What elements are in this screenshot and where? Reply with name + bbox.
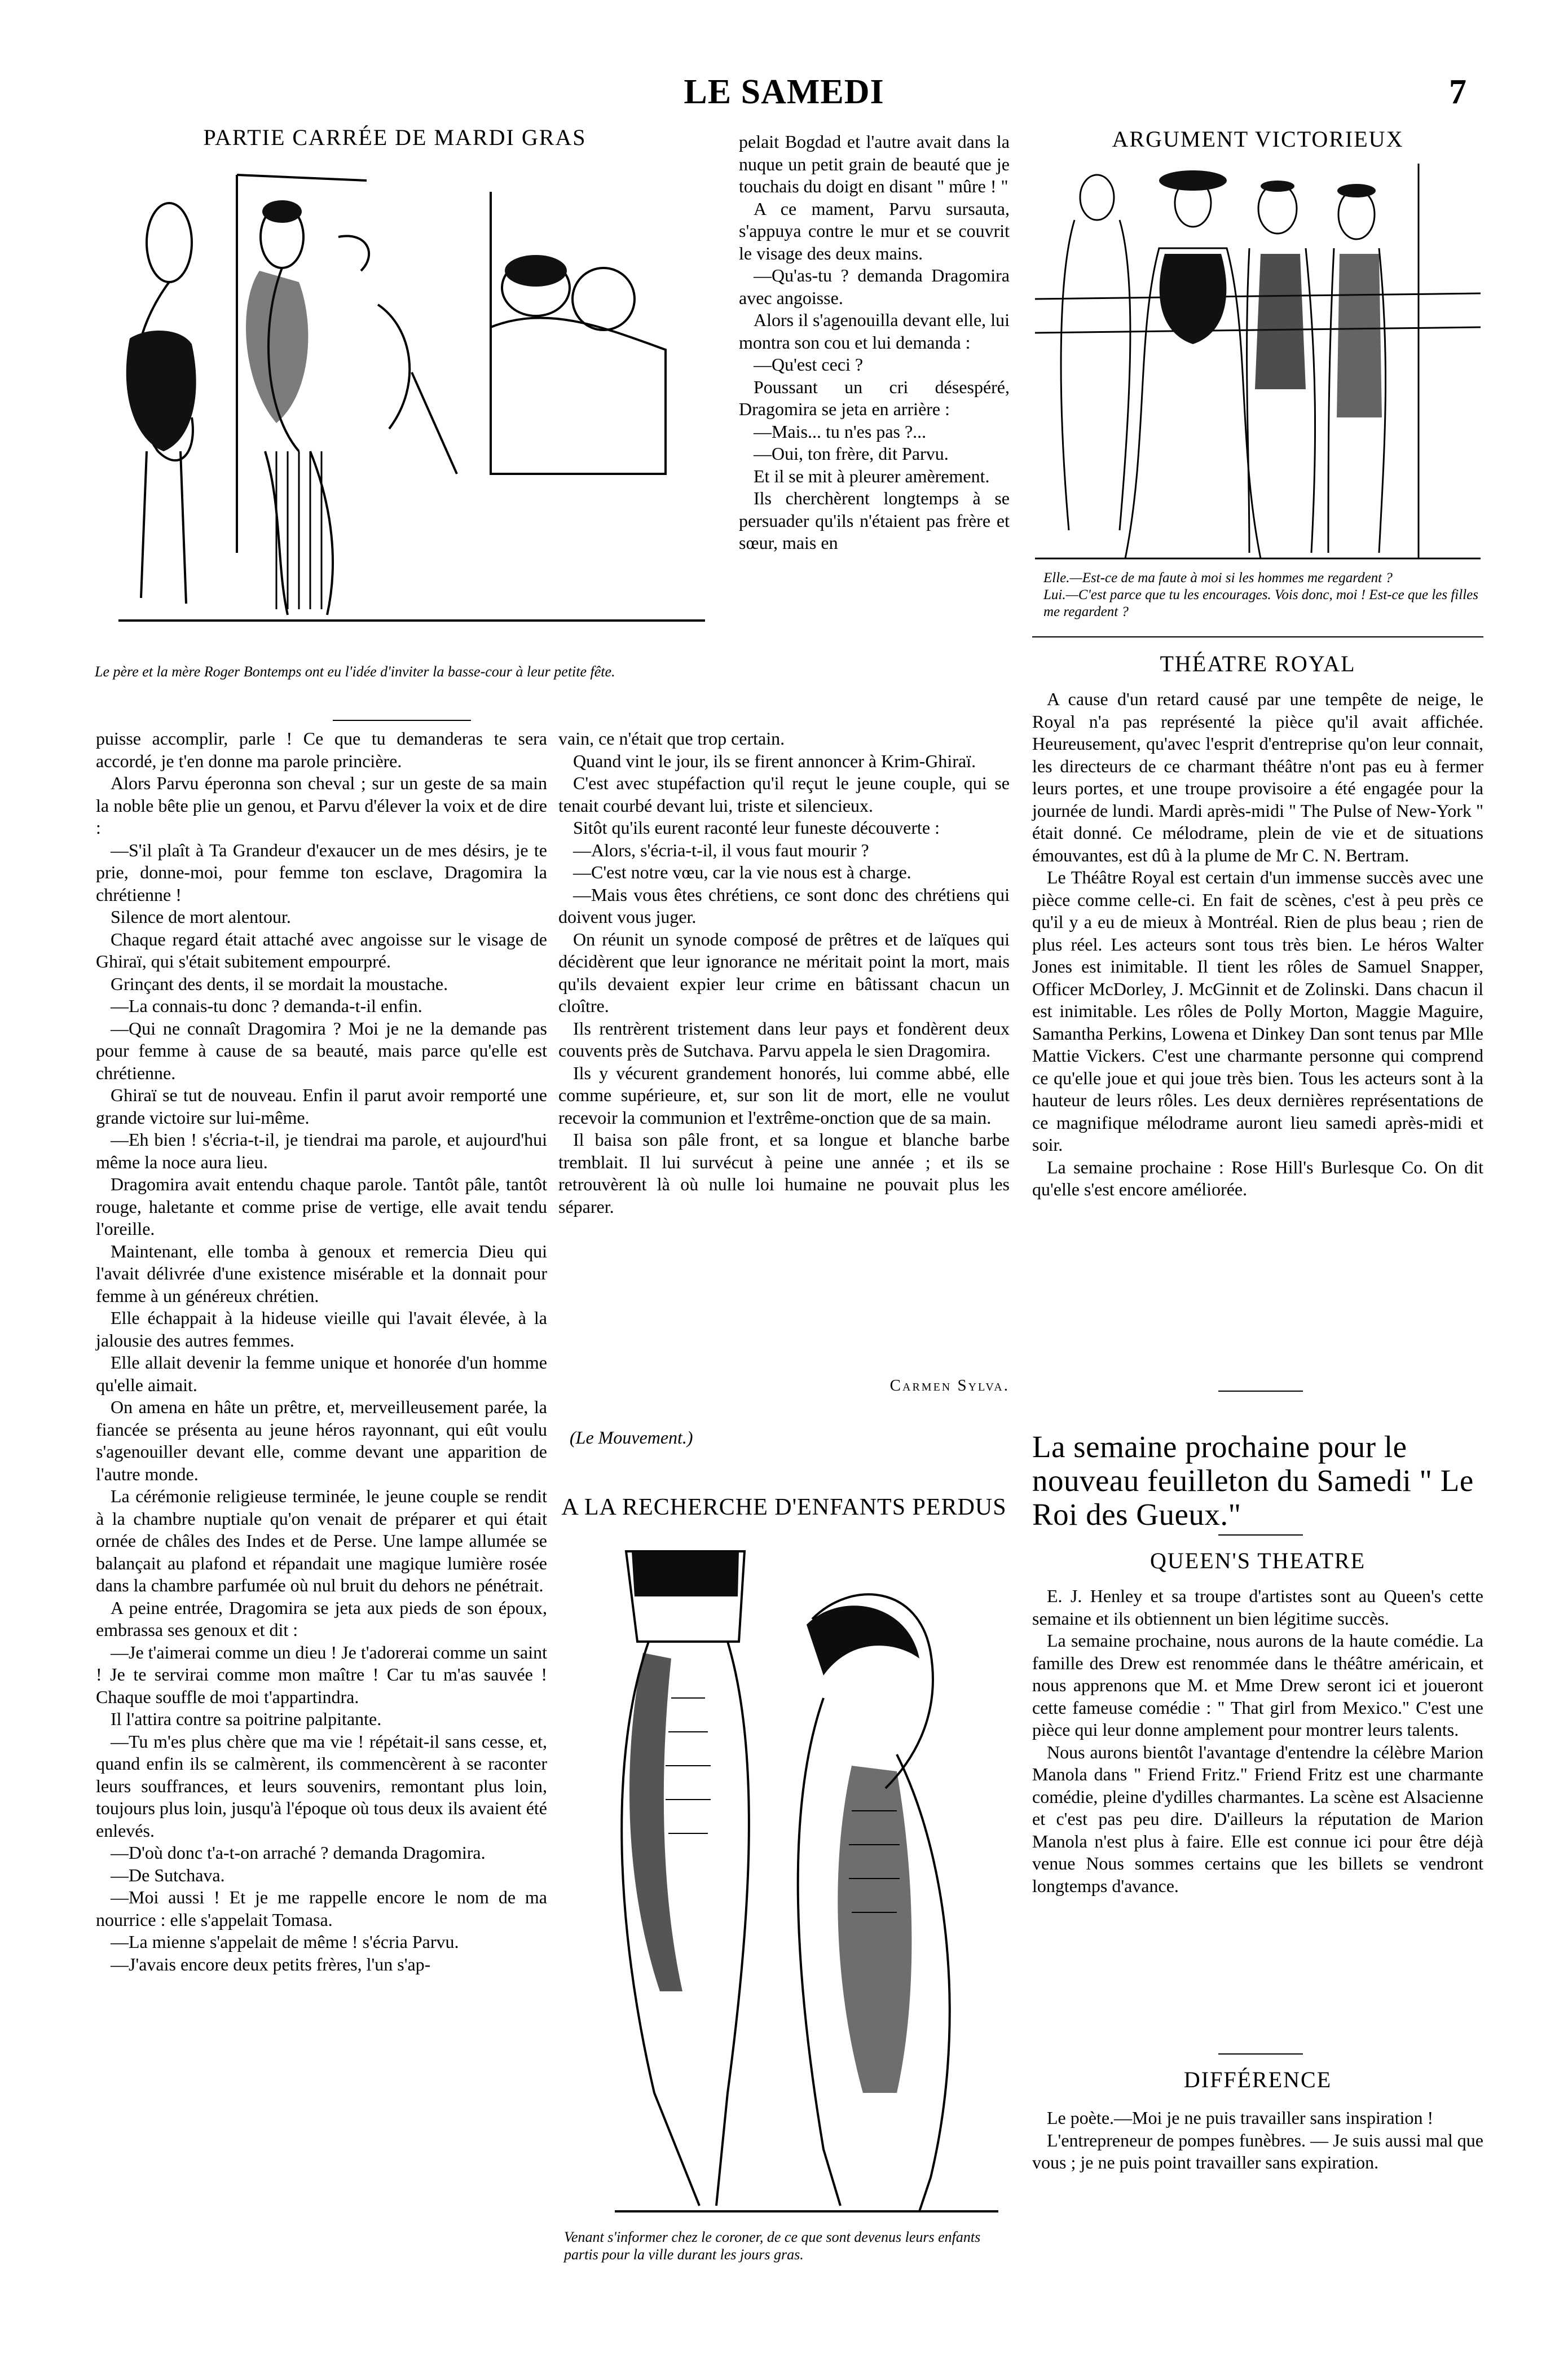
paragraph: Grinçant des dents, il se mordait la moustache. (111, 973, 448, 994)
paragraph: —Je t'aimerai comme un dieu ! Je t'adorerai comme un saint ! Je te servirai comme mon maître ! Car tu m'as sauvée ! Chaque souffle de moi t'appartindra. (96, 1642, 547, 1707)
difference-heading: DIFFÉRENCE (1183, 2067, 1332, 2092)
paragraph: On réunit un synode composé de prêtres et de laïques qui décidèrent que leur ignorance ne méritait point la mort, mais qu'ils devaient expier leur crime en bâtissant chacun un cloître. (558, 929, 1010, 1016)
paragraph: —D'où donc t'a-t-on arraché ? demanda Dragomira. (111, 1842, 486, 1863)
paragraph: Chaque regard était attaché avec angoisse sur le visage de Ghiraï, qui s'était subitement empourpré. (96, 929, 547, 971)
middle-illustration-heading: A LA RECHERCHE D'ENFANTS PERDUS (561, 1494, 1007, 1520)
paragraph: —Qu'est ceci ? (754, 354, 864, 375)
paragraph: —Eh bien ! s'écria-t-il, je tiendrai ma parole, et aujourd'hui même la noce aura lieu. (96, 1129, 547, 1172)
left-divider (333, 720, 471, 721)
theatre-royal-heading: THÉATRE ROYAL (1160, 651, 1356, 676)
paragraph: Quand vint le jour, ils se firent annoncer à Krim-Ghiraï. (573, 750, 976, 771)
right-divider-1 (1032, 636, 1483, 637)
paragraph: Ils y vécurent grandement honorés, lui comme abbé, elle comme supérieure, et, sur son lit de mort, elle ne voulut recevoir la communion et l'extrême-onction que de sa main. (558, 1062, 1010, 1128)
paragraph: C'est avec stupéfaction qu'il reçut le jeune couple, qui se tenait courbé devant lui, triste et silencieux. (558, 773, 1010, 816)
newspaper-title: LE SAMEDI (684, 73, 884, 111)
author-signature: Carmen Sylva. (889, 1376, 1010, 1395)
argument-victorieux-caption (1043, 570, 1483, 621)
partie-carree-caption: Le père et la mère Roger Bontemps ont eu l'idée d'inviter la basse-cour à leur petite fête. (95, 663, 615, 680)
paragraph: A ce mament, Parvu sursauta, s'appuya contre le mur et se couvrit le visage des deux mains. (739, 198, 1010, 263)
paragraph: Ils cherchèrent longtemps à se persuader qu'ils n'étaient pas frère et sœur, mais en (739, 488, 1010, 553)
paragraph: Nous aurons bientôt l'avantage d'entendre la célèbre Marion Manola dans " Friend Fritz." Friend Fritz est une charmante comédie, pleine d'ydilles charmantes. La scène est Alsacienne et c'est pas peu dire. D'ailleurs la réputation de Marion Manola n'est plus à faire. Elle est connue ici pour être déjà venue Nous sommes certains que les billets se vendront longtemps d'avance. (1032, 1741, 1483, 1896)
paragraph: pelait Bogdad et l'autre avait dans la nuque un petit grain de beauté que je touchais du doigt en disant " mûre ! " (739, 131, 1010, 196)
paragraph: Alors il s'agenouilla devant elle, lui montra son cou et lui demanda : (739, 310, 1010, 353)
paragraph: On amena en hâte un prêtre, et, merveilleusement parée, la fiancée se présenta au jeune héros rayonnant, qui eût voulu s'agenouiller devant elle, comme devant une apparition de l'autre monde. (96, 1397, 547, 1484)
right-divider-2 (1218, 1391, 1303, 1392)
right-illustration-heading: ARGUMENT VICTORIEUX (1112, 126, 1404, 152)
paragraph: —Tu m'es plus chère que ma vie ! répétait-il sans cesse, et, quand enfin ils se calmèrent, ils commencèrent à se raconter leurs souffrances, et leurs souvenirs, remontant plus loin, toujours plus loin, jusqu'à l'époque où tous deux ils avaient été enlevés. (96, 1731, 547, 1841)
paragraph: vain, ce n'était que trop certain. (558, 728, 785, 749)
paragraph: Ghiraï se tut de nouveau. Enfin il parut avoir remporté une grande victoire sur lui-même. (96, 1085, 547, 1128)
paragraph: Ils rentrèrent tristement dans leur pays et fondèrent deux couvents près de Sutchava. Parvu appela le sien Dragomira. (558, 1018, 1010, 1061)
paragraph: E. J. Henley et sa troupe d'artistes sont au Queen's cette semaine et ils obtiennent un bien légitime succès. (1032, 1586, 1483, 1629)
theatre-royal-article (1032, 688, 1483, 1201)
paragraph: —La mienne s'appelait de même ! s'écria Parvu. (111, 1932, 459, 1952)
middle-text-column (558, 728, 1010, 1218)
enfants-perdus-illustration (558, 1529, 1010, 2220)
paragraph: L'entrepreneur de pompes funèbres. — Je suis aussi mal que vous ; je ne puis point travailler sans expiration. (1032, 2130, 1483, 2172)
middle-top-text (739, 131, 1010, 555)
paragraph: —Qui ne connaît Dragomira ? Moi je ne la demande pas pour femme à cause de sa beauté, mais parce qu'elle est chrétienne. (96, 1018, 547, 1083)
paragraph: Elle échappait à la hideuse vieille qui l'avait élevée, à la jalousie des autres femmes. (96, 1308, 547, 1351)
paragraph: —Mais vous êtes chrétiens, ce sont donc des chrétiens qui doivent vous juger. (558, 884, 1010, 927)
paragraph: Et il se mit à pleurer amèrement. (754, 465, 990, 486)
caption-line-elle: Elle.—Est-ce de ma faute à moi si les hommes me regardent ? (1043, 570, 1393, 586)
paragraph: —Qu'as-tu ? demanda Dragomira avec angoisse. (739, 265, 1010, 308)
paragraph: Alors Parvu éperonna son cheval ; sur un geste de sa main la noble bête plie un genou, et Parvu d'élever la voix et de dire : (96, 773, 547, 838)
paragraph: Elle allait devenir la femme unique et honorée d'un homme qu'elle aimait. (96, 1352, 547, 1395)
paragraph: Poussant un cri désespéré, Dragomira se jeta en arrière : (739, 376, 1010, 419)
right-divider-3 (1218, 1534, 1303, 1536)
paragraph: —S'il plaît à Ta Grandeur d'exaucer un de mes désirs, je te prie, donne-moi, pour femme ton esclave, Dragomira la chrétienne ! (96, 839, 547, 905)
paragraph: A peine entrée, Dragomira se jeta aux pieds de son époux, embrassa ses genoux et dit : (96, 1597, 547, 1640)
paragraph: Maintenant, elle tomba à genoux et remercia Dieu qui l'avait délivrée d'une existence misérable et la donnait pour femme à un généreux chrétien. (96, 1241, 547, 1306)
argument-victorieux-illustration (1035, 164, 1481, 567)
paragraph: La semaine prochaine : Rose Hill's Burlesque Co. On dit qu'elle s'est encore améliorée. (1032, 1156, 1483, 1199)
paragraph: Le poète.—Moi je ne puis travailler sans inspiration ! (1047, 2108, 1434, 2128)
paragraph: Sitôt qu'ils eurent raconté leur funeste découverte : (573, 817, 940, 838)
paragraph: Silence de mort alentour. (111, 907, 291, 927)
paragraph: Le Théâtre Royal est certain d'un immense succès avec une pièce comme celle-ci. En fait de scènes, c'est à peu près ce qu'il y a eu de mieux à Montréal. Rien de plus beau ; rien de plus réel. Les acteurs sont tous très bien. Le héros Walter Jones est inimitable. Il tient les rôles de Samuel Snapper, Officer McDorley, J. McGinnit et de Zolinski. Dans chacun il est inimitable. Les rôles de Polly Morton, Maggie Maguire, Samantha Perkins, Lowena et Dinkey Dan sont tenus par Mlle Mattie Vickers. C'est une charmante personne qui comprend ce qu'elle joue et qui joue très bien. Tous les acteurs sont à la hauteur de leurs rôles. Les deux dernières représentations de ce magnifique mélodrame auront lieu samedi après-midi et soir. (1032, 867, 1483, 1155)
feuilleton-announcement: La semaine prochaine pour le nouveau feuilleton du Samedi " Le Roi des Gueux." (1032, 1429, 1474, 1532)
paragraph: Dragomira avait entendu chaque parole. Tantôt pâle, tantôt rouge, haletante et comme prise de vertige, elle avait tendu l'oreille. (96, 1174, 547, 1239)
queens-theatre-heading: QUEEN'S THEATRE (1149, 1548, 1366, 1573)
paragraph: A cause d'un retard causé par une tempête de neige, le Royal n'a pas représenté la pièce qu'il avait affichée. Heureusement, qu'avec l'esprit d'entreprise qu'on leur connait, les directeurs de ce charmant théâtre n'ont pas eu à fermer leurs portes, et une troupe provisoire a été engagée pour la journée de lundi. Mardi après-midi " The Pulse of New-York " était donné. Ce mélodrame, plein de vie et de situations émouvantes, est dû à la plume de Mr C. N. Bertram. (1032, 689, 1483, 865)
paragraph: —Alors, s'écria-t-il, il vous faut mourir ? (573, 839, 869, 860)
right-divider-4 (1218, 2053, 1303, 2055)
paragraph: —Mais... tu n'es pas ?... (754, 421, 927, 442)
paragraph: —J'avais encore deux petits frères, l'un s'ap- (111, 1954, 431, 1974)
paragraph: Il l'attira contre sa poitrine palpitante. (111, 1709, 382, 1729)
paragraph: Il baisa son pâle front, et sa longue et blanche barbe tremblait. Il lui survécut à peine une année ; et ils se retrouvèrent là où nulle loi humaine ne pouvait plus les séparer. (558, 1129, 1010, 1217)
page-number: 7 (1449, 73, 1466, 111)
source-note: (Le Mouvement.) (570, 1427, 693, 1448)
left-text-column (96, 728, 547, 1976)
paragraph: —Oui, ton frère, dit Parvu. (754, 443, 949, 464)
paragraph: La cérémonie religieuse terminée, le jeune couple se rendit à la chambre nuptiale qu'on venait de préparer et qui était ornée de châles des Indes et de Perse. Une lampe allumée se balançait au plafond et répandait une magique lumière rosée dans la chambre parfumée où nul bruit du dehors ne pénétrait. (96, 1486, 547, 1595)
paragraph: —Moi aussi ! Et je me rappelle encore le nom de ma nourrice : elle s'appelait Tomasa. (96, 1887, 547, 1930)
left-illustration-heading: PARTIE CARRÉE DE MARDI GRAS (203, 125, 587, 150)
queens-theatre-article (1032, 1585, 1483, 1897)
paragraph: —De Sutchava. (111, 1864, 225, 1885)
enfants-perdus-caption: Venant s'informer chez le coroner, de ce que sont devenus leurs enfants partis pour la ville durant les jours gras. (564, 2229, 981, 2263)
difference-article (1032, 2107, 1483, 2174)
paragraph: —La connais-tu donc ? demanda-t-il enfin. (111, 996, 422, 1016)
paragraph: La semaine prochaine, nous aurons de la haute comédie. La famille des Drew est renommée dans le théâtre américain, et nous apprenons que M. et Mme Drew seront ici et joueront cette fameuse comédie : " That girl from Mexico." C'est une pièce qui leur donne amplement pour montrer leurs talents. (1032, 1630, 1483, 1740)
partie-carree-illustration (96, 158, 711, 657)
paragraph: puisse accomplir, parle ! Ce que tu demanderas te sera accordé, je t'en donne ma parole princière. (96, 728, 547, 771)
paragraph: —C'est notre vœu, car la vie nous est à charge. (573, 862, 911, 882)
caption-line-lui: Lui.—C'est parce que tu les encourages. Vois donc, moi ! Est-ce que les filles me regardent ? (1043, 587, 1478, 619)
